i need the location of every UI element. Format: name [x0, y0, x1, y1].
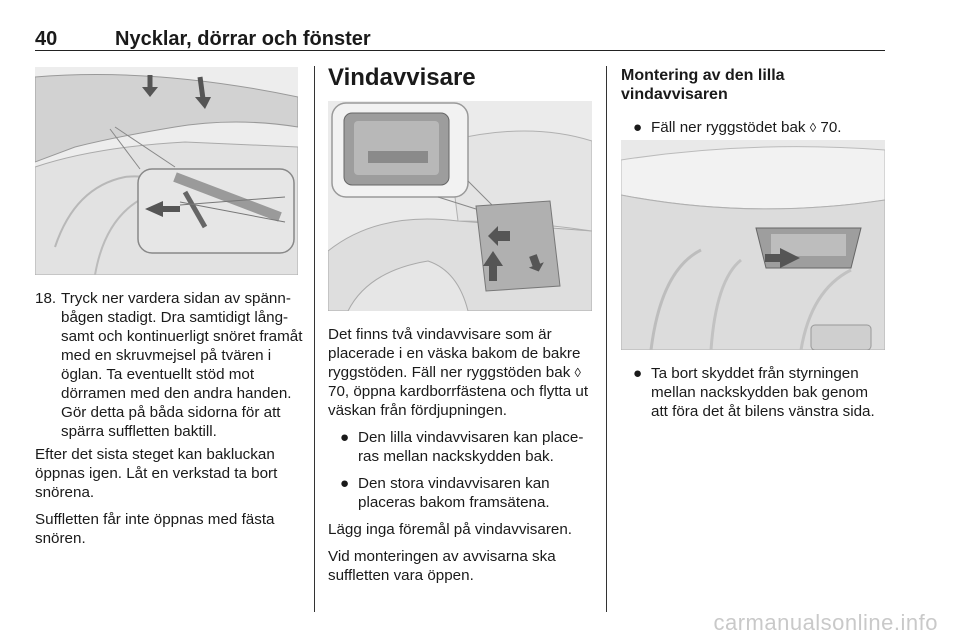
column-divider: [314, 66, 315, 612]
bullet-text: Fäll ner ryggstödet bak: [651, 119, 806, 136]
bullet-icon: ●: [340, 429, 350, 446]
right-column-bottom: [621, 364, 889, 429]
page-reference-number: 70: [328, 383, 345, 400]
subsection-heading: Montering av den lilla vindavvisaren: [621, 67, 785, 103]
bullet-text: Ta bort skyddet från styrningen mellan nackskydden bak genom att föra det åt bilens vänstra sida.: [651, 365, 875, 420]
bullet-icon: ●: [633, 119, 643, 136]
paragraph: Lägg inga föremål på vindavvisaren.: [328, 521, 572, 538]
step-text: Tryck ner vardera sidan av spänn-bågen stadigt. Dra samtidigt lång-samt och kontinuerligt snöret framåt med en skruvmejsel på tvären i öglan. Ta eventuellt stöd mot dörramen med den andra handen. Gör detta på båda sidorna för att spärra suffletten baktill.: [61, 290, 303, 440]
right-column-top: [621, 66, 889, 145]
instruction-step: [35, 289, 305, 441]
paragraph-text: , öppna kardborrfästena och flytta ut väskan från fördjupningen.: [328, 383, 589, 419]
page-reference-arrow-icon: ◊: [574, 365, 581, 380]
paragraph: Efter det sista steget kan bakluckan öppnas igen. Låt en verkstad ta bort snörena.: [35, 446, 278, 501]
column-divider: [606, 66, 607, 612]
middle-column-text: [328, 325, 594, 593]
wind-deflector-bag-illustration: [328, 101, 592, 311]
convertible-top-illustration: [35, 67, 298, 275]
bullet-text: Den lilla vindavvisaren kan place-ras mellan nackskydden bak.: [358, 429, 584, 465]
step-number: 18.: [35, 290, 57, 307]
section-heading: Vindavvisare: [328, 64, 476, 91]
paragraph: Vid monteringen av avvisarna ska suffletten vara öppen.: [328, 548, 556, 584]
page-number: 40: [35, 28, 58, 50]
bullet-item: [328, 474, 594, 512]
left-column-text: [35, 289, 305, 556]
rear-headrest-guide-illustration: [621, 140, 885, 350]
bullet-item: [328, 428, 594, 466]
bullet-item: [621, 364, 889, 421]
bullet-icon: ●: [340, 475, 350, 492]
paragraph: [328, 325, 594, 420]
paragraph: Suffletten får inte öppnas med fästa snören.: [35, 511, 275, 547]
page-reference-arrow-icon: ◊: [809, 120, 817, 135]
bullet-icon: ●: [633, 365, 643, 382]
watermark: carmanualsonline.info: [713, 610, 938, 635]
bullet-item: [621, 118, 889, 137]
bullet-text: Den stora vindavvisaren kan placeras bakom framsätena.: [358, 475, 550, 511]
paragraph-text: Det finns två vindavvisare som är placerade i en väska bakom de bakre ryggstöden. Fäll ner ryggstöden bak: [328, 326, 581, 381]
page-reference-number: 70.: [820, 119, 842, 136]
chapter-title: Nycklar, dörrar och fönster: [115, 28, 371, 50]
page-header: [35, 28, 885, 51]
